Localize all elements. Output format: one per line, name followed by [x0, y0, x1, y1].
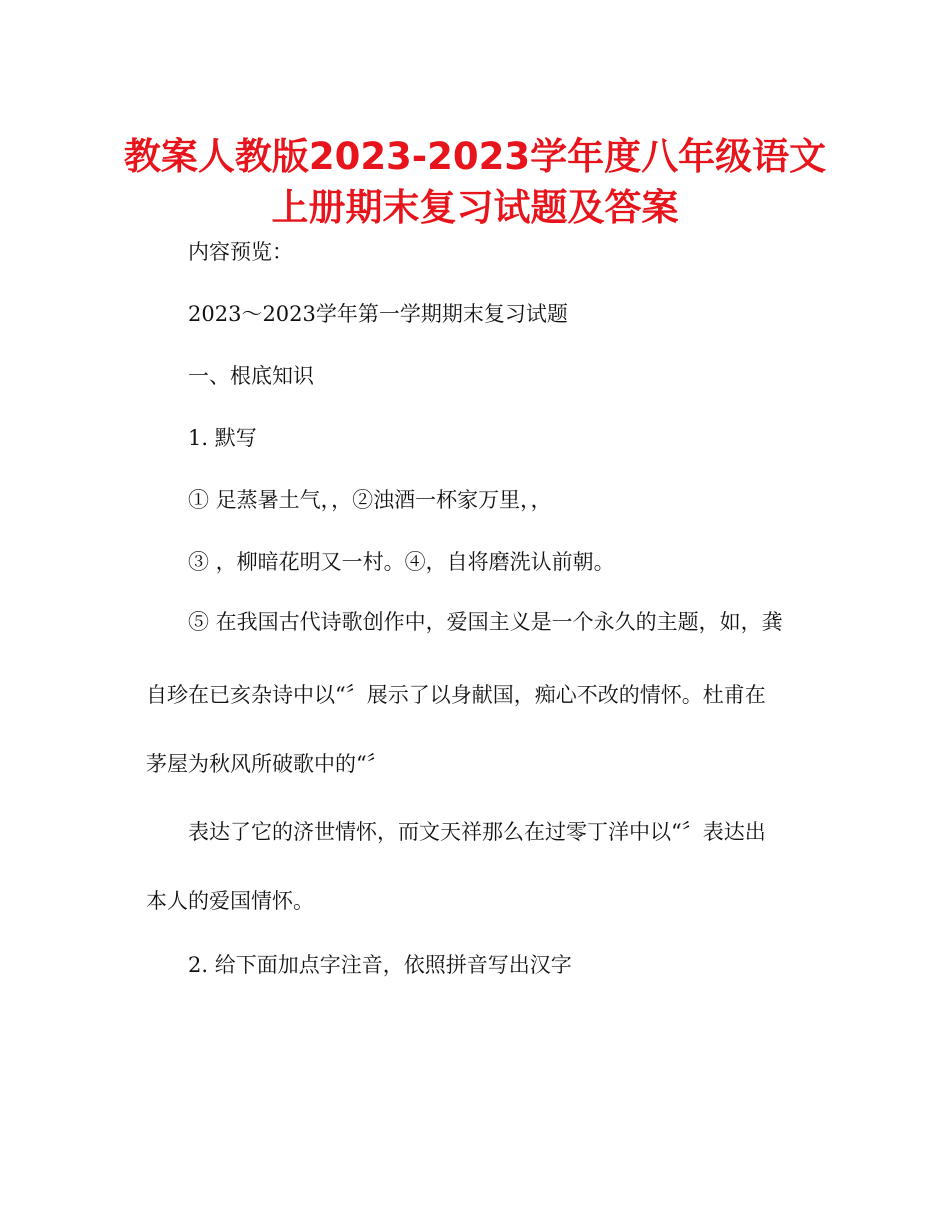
question-1-item-c-cont-1: 自珍在已亥杂诗中以“〞展示了以身献国，痴心不改的情怀。杜甫在 [146, 683, 766, 707]
exam-heading: 2023～2023学年第一学期期末复习试题 [188, 302, 568, 326]
question-1-heading: 1. 默写 [188, 426, 257, 450]
question-1-item-c-cont-4: 本人的爱国情怀。 [146, 889, 314, 913]
question-1-item-c-cont-2: 茅屋为秋风所破歌中的“〞 [146, 752, 388, 776]
question-2-heading: 2. 给下面加点字注音，依照拼音写出汉字 [188, 953, 572, 977]
question-1-item-c-cont-3: 表达了它的济世情怀，而文天祥那么在过零丁洋中以“〞表达出 [188, 820, 766, 844]
section-heading: 一、根底知识 [188, 364, 314, 388]
question-1-item-b: ③ ，柳暗花明又一村。④，自将磨洗认前朝。 [188, 550, 615, 574]
document-title-line-2: 上册期末复习试题及答案 [271, 186, 679, 229]
question-1-item-c: ⑤ 在我国古代诗歌创作中，爱国主义是一个永久的主题，如，龚 [188, 610, 783, 634]
document-title-line-1: 教案人教版2023-2023学年度八年级语文 [123, 135, 827, 178]
question-1-item-a: ① 足蒸暑土气，，②浊酒一杯家万里，， [188, 488, 552, 512]
preview-label: 内容预览： [188, 240, 293, 264]
